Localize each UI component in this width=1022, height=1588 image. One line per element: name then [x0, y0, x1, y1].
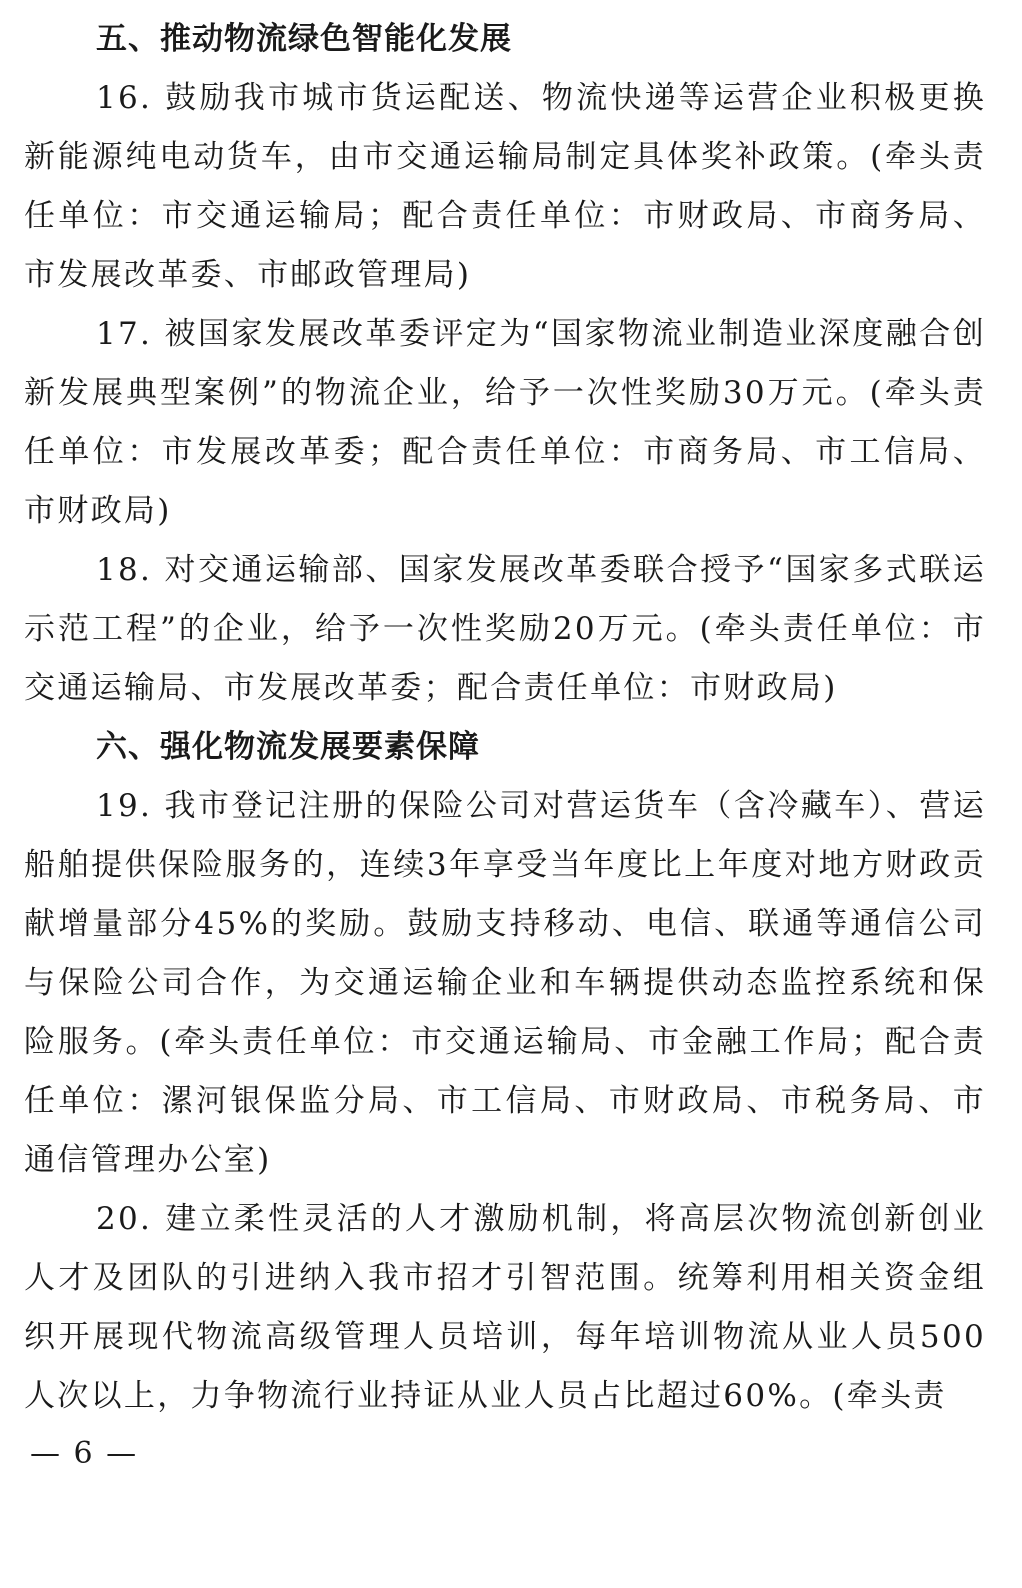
section-5-heading: 五、推动物流绿色智能化发展 [96, 21, 512, 57]
item-17-paragraph: 17. 被国家发展改革委评定为“国家物流业制造业深度融合创新发展典型案例”的物流企业，给予一次性奖励30万元。(牵头责任单位：市发展改革委；配合责任单位：市商务局、市工信局、市财政局) [24, 316, 986, 529]
item-19-paragraph: 19. 我市登记注册的保险公司对营运货车（含冷藏车）、营运船舶提供保险服务的，连续3年享受当年度比上年度对地方财政贡献增量部分45%的奖励。鼓励支持移动、电信、联通等通信公司与保险公司合作，为交通运输企业和车辆提供动态监控系统和保险服务。(牵头责任单位：市交通运输局、市金融工作局；配合责任单位：漯河银保监分局、市工信局、市财政局、市税务局、市通信管理办公室) [24, 788, 986, 1178]
page-number: — 6 — [30, 1436, 139, 1471]
document-page [24, 10, 986, 1426]
item-16-paragraph: 16. 鼓励我市城市货运配送、物流快递等运营企业积极更换新能源纯电动货车，由市交通运输局制定具体奖补政策。(牵头责任单位：市交通运输局；配合责任单位：市财政局、市商务局、市发展改革委、市邮政管理局) [24, 80, 986, 293]
item-18-paragraph: 18. 对交通运输部、国家发展改革委联合授予“国家多式联运示范工程”的企业，给予一次性奖励20万元。(牵头责任单位：市交通运输局、市发展改革委；配合责任单位：市财政局) [24, 552, 986, 706]
item-20-paragraph: 20. 建立柔性灵活的人才激励机制，将高层次物流创新创业人才及团队的引进纳入我市招才引智范围。统筹利用相关资金组织开展现代物流高级管理人员培训，每年培训物流从业人员500人次以上，力争物流行业持证从业人员占比超过60%。(牵头责 [24, 1201, 986, 1414]
section-6-heading: 六、强化物流发展要素保障 [96, 729, 480, 765]
